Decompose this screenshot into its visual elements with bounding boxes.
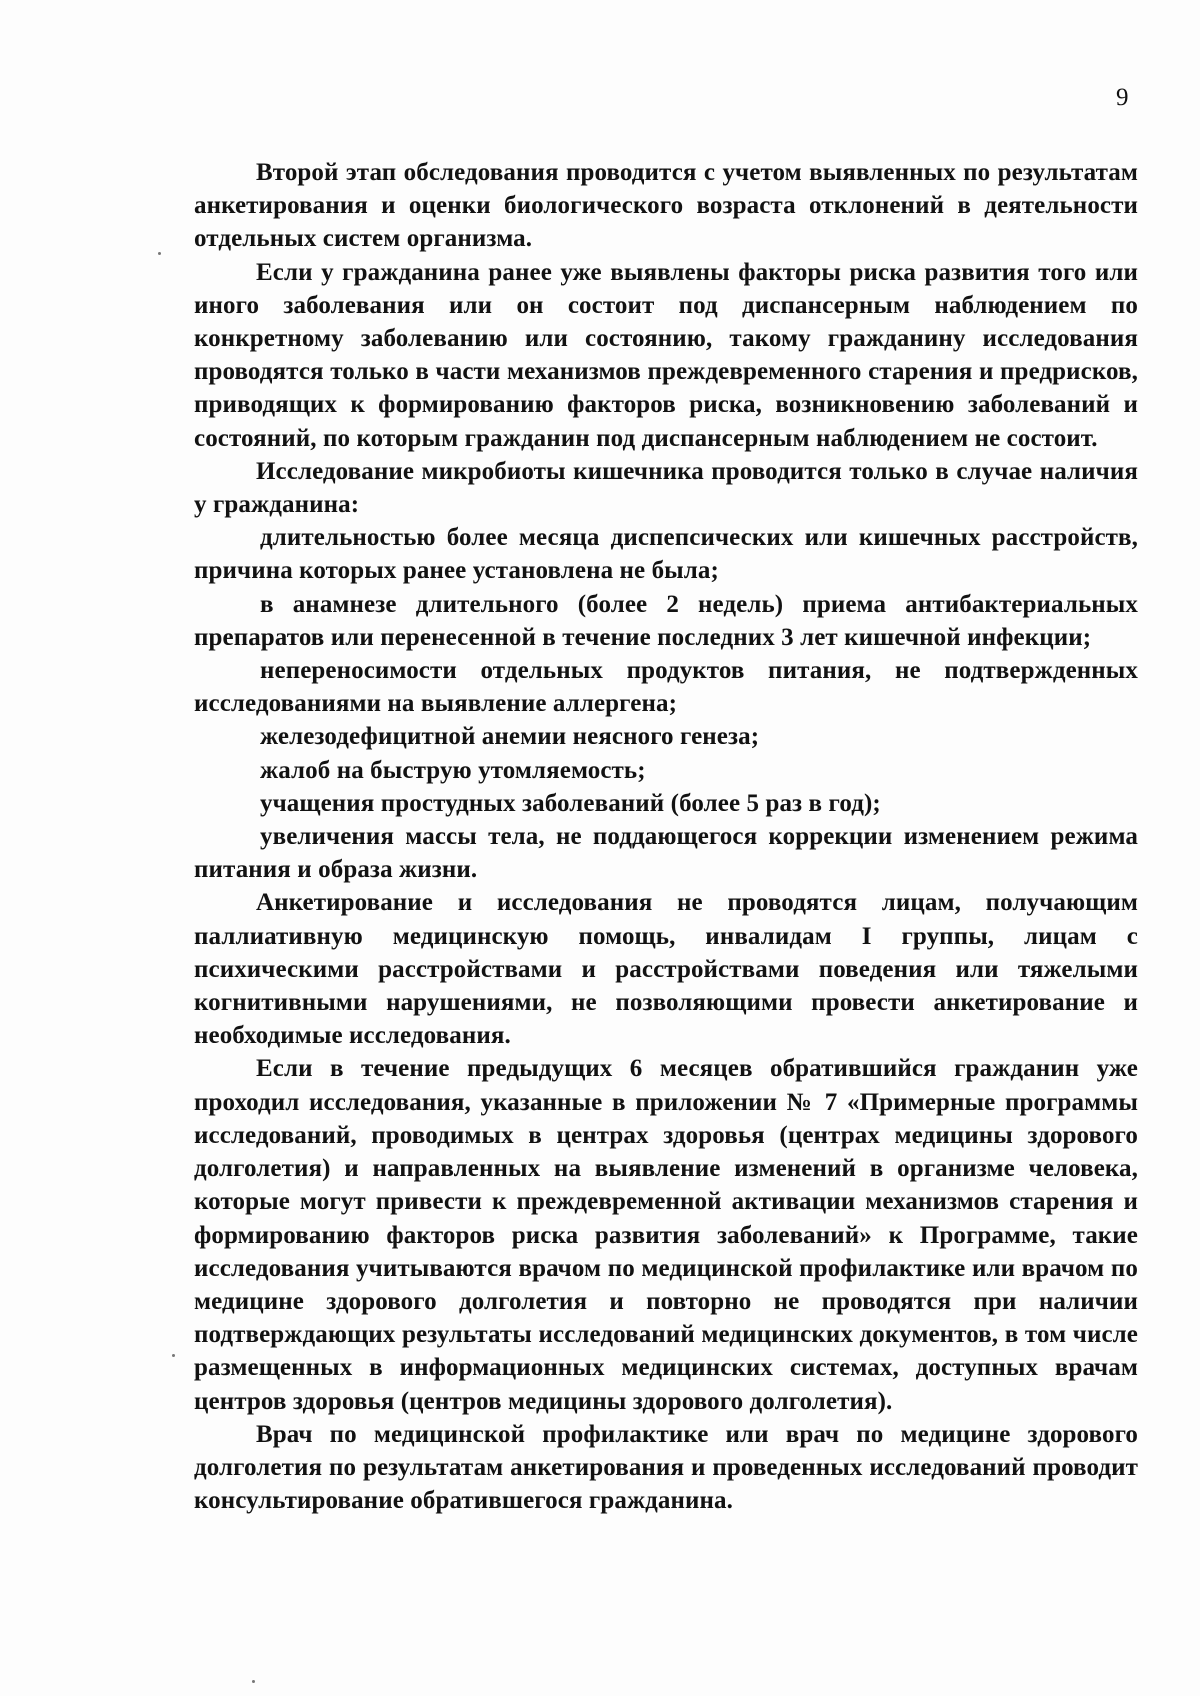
scan-speck — [252, 1680, 255, 1683]
list-item-anemia: железодефицитной анемии неясного генеза; — [260, 723, 760, 751]
paragraph-previous-studies: Если в течение предыдущих 6 месяцев обратившийся гражданин уже проходил исследования, указанные в приложении № 7 «Примерные программы исследований, проводимых в центрах здоровья (центрах медицины здорового долголетия) и направленных на выявление изменений в организме человека, которые могут привести к преждевременной активации механизмов старения и формированию факторов риска развития заболеваний» к Программе, такие исследования учитываются врачом по медицинской профилактике или врачом по медицине здорового долголетия и повторно не проводятся при наличии подтверждающих результаты исследований медицинских документов, в том числе размещенных в информационных медицинских системах, доступных врачам центров здоровья (центров медицины здорового долголетия). — [194, 1055, 1138, 1415]
paragraph-consultation: Врач по медицинской профилактике или врач по медицине здорового долголетия по результатам анкетирования и проведенных исследований проводит консультирование обратившегося гражданина. — [194, 1420, 1138, 1515]
list-item-body-mass: увеличения массы тела, не поддающегося коррекции изменением режима питания и образа жизни. — [194, 823, 1138, 884]
paragraph-microbiota-intro: Исследование микробиоты кишечника проводится только в случае наличия у гражданина: — [194, 457, 1138, 519]
list-item-antibiotics: в анамнезе длительного (более 2 недель) приема антибактериальных препаратов или перенесенной в течение последних 3 лет кишечной инфекции; — [194, 590, 1138, 651]
paragraph-risk-factors: Если у гражданина ранее уже выявлены факторы риска развития того или иного заболевания или он состоит под диспансерным наблюдением по конкретному заболеванию или состоянию, такому гражданину исследования проводятся только в части механизмов преждевременного старения и предрисков, приводящих к формированию факторов риска, возникновению заболеваний и состояний, по которым гражданин под диспансерным наблюдением не состоит. — [194, 258, 1138, 452]
page-number: 9 — [1116, 84, 1129, 111]
list-item-fatigue: жалоб на быструю утомляемость; — [260, 756, 646, 784]
paragraph-exclusions: Анкетирование и исследования не проводятся лицам, получающим паллиативную медицинскую помощь, инвалидам I группы, лицам с психическими расстройствами и расстройствами поведения или тяжелыми когнитивными нарушениями, не позволяющими провести анкетирование и необходимые исследования. — [194, 889, 1138, 1050]
list-item-dyspepsia: длительностью более месяца диспепсических или кишечных расстройств, причина которых ранее установлена не была; — [194, 524, 1138, 585]
paragraph-second-stage: Второй этап обследования проводится с учетом выявленных по результатам анкетирования и оценки биологического возраста отклонений в деятельности отдельных систем организма. — [194, 159, 1138, 253]
scan-speck — [158, 252, 161, 255]
list-item-food-intolerance: непереносимости отдельных продуктов питания, не подтвержденных исследованиями на выявление аллергена; — [194, 657, 1138, 718]
scan-speck — [172, 1354, 175, 1357]
document-body — [194, 156, 1138, 1517]
list-item-colds: учащения простудных заболеваний (более 5 раз в год); — [260, 789, 881, 817]
